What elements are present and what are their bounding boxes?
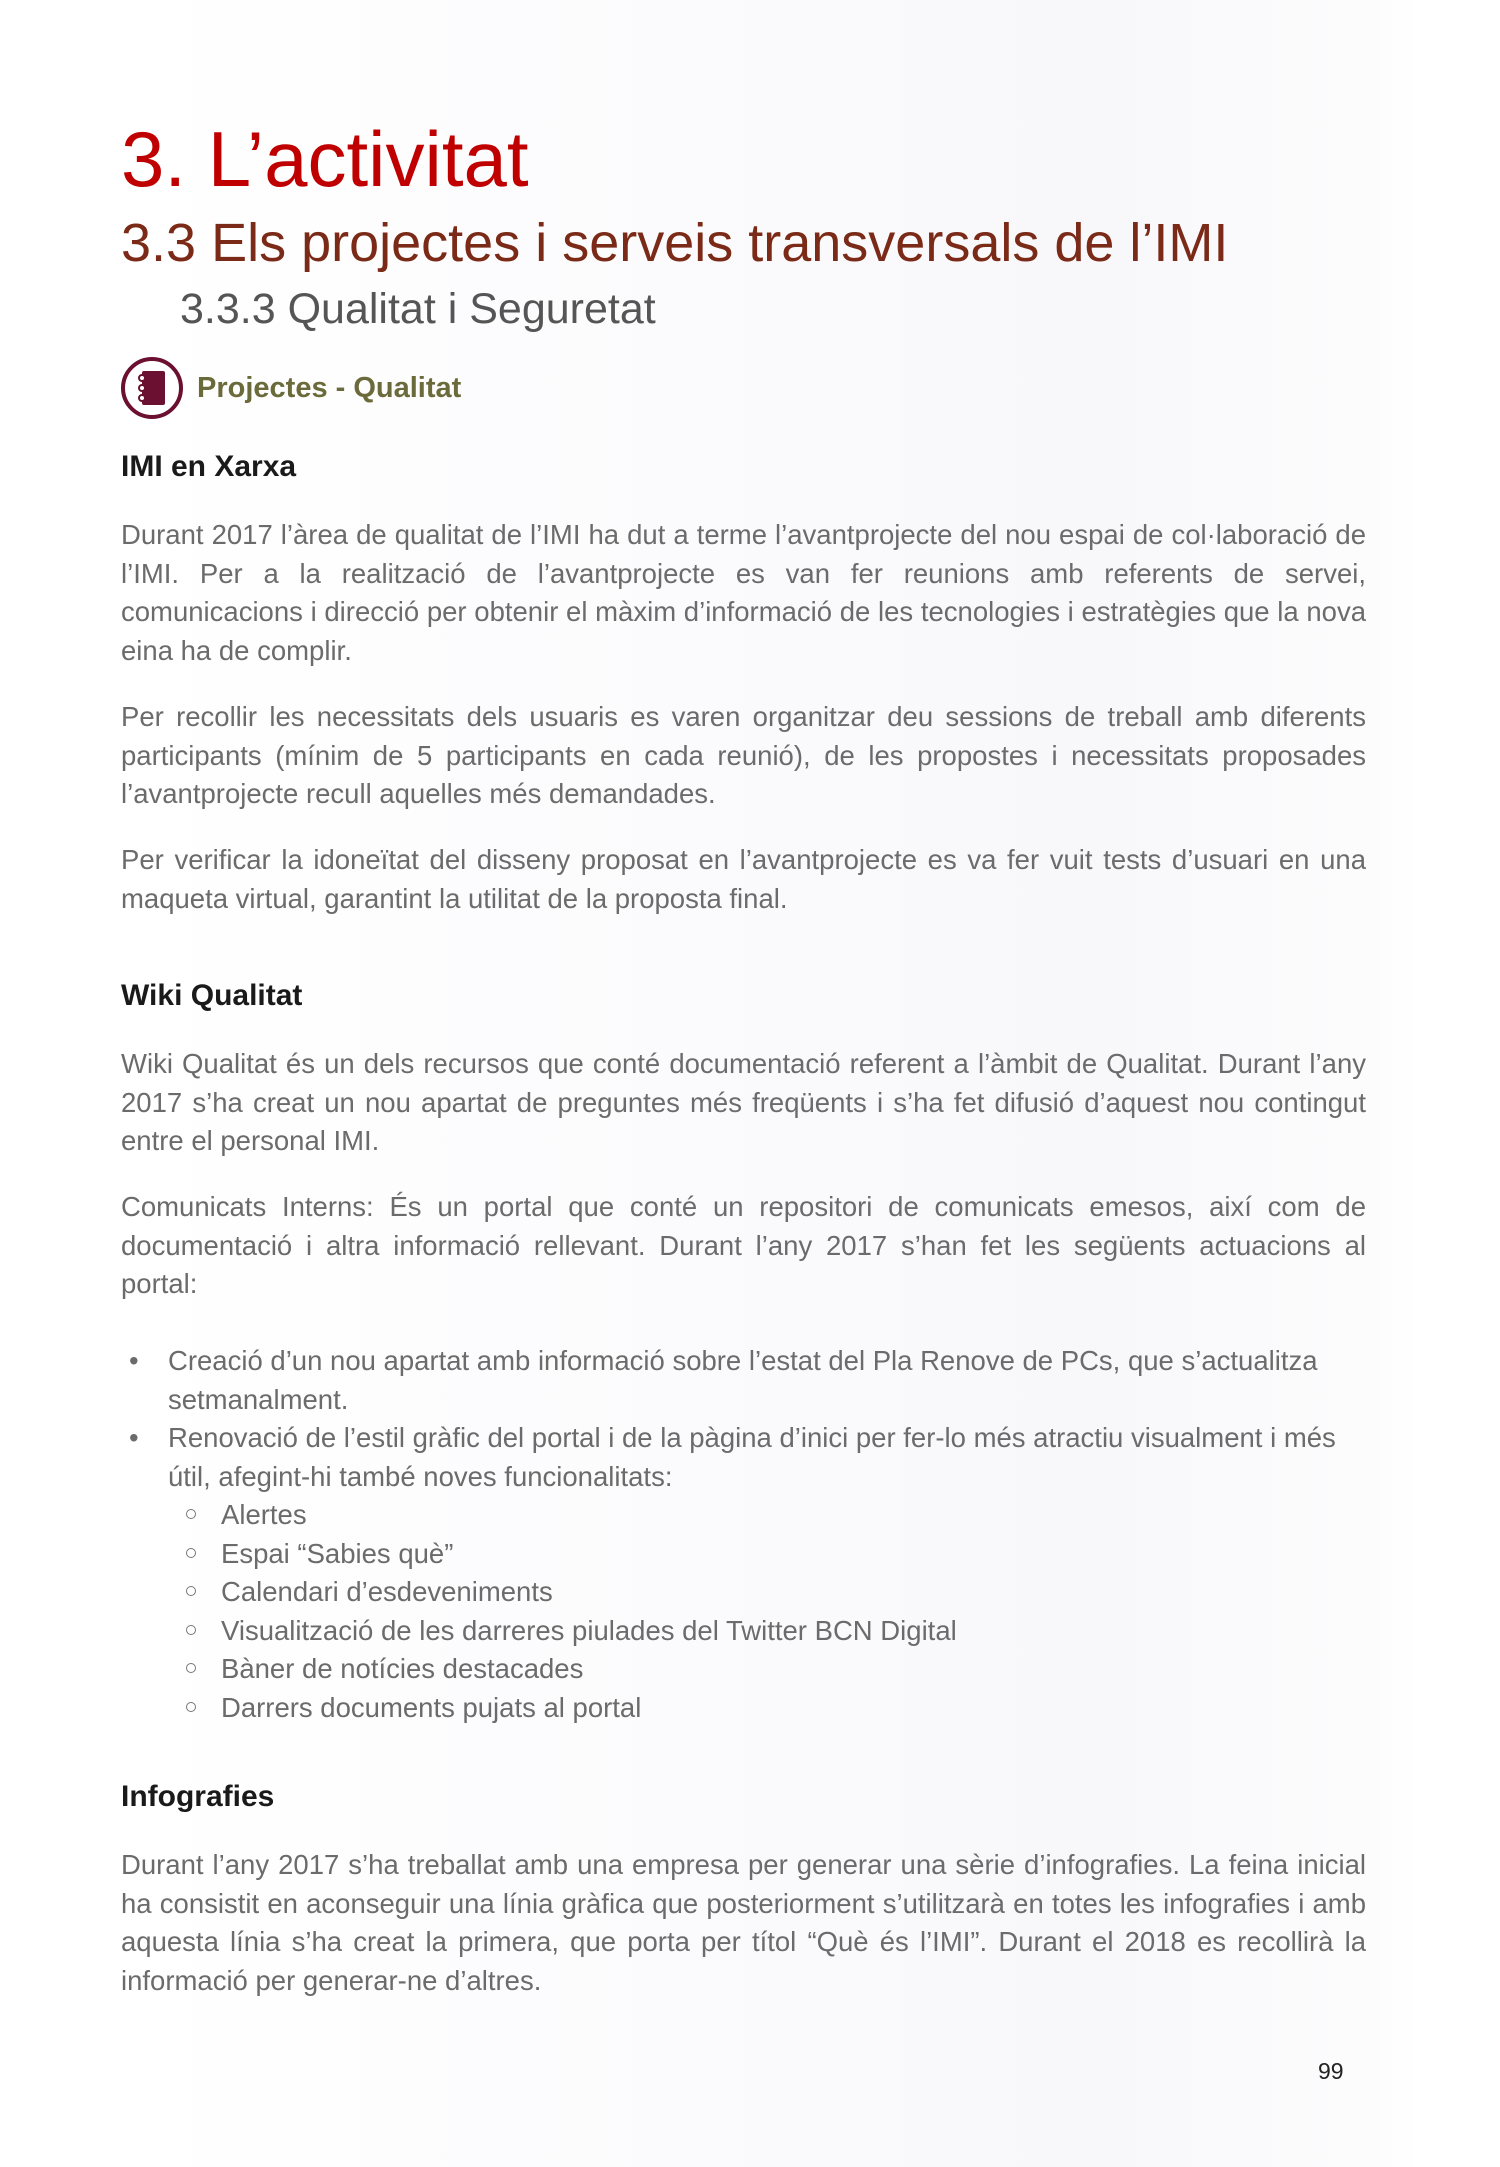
subsection-title: 3.3.3 Qualitat i Seguretat <box>180 285 656 333</box>
bullet-list <box>121 1342 1366 1727</box>
heading-wiki-qualitat: Wiki Qualitat <box>121 979 303 1012</box>
paragraph: Durant l’any 2017 s’ha treballat amb una empresa per generar una sèrie d’infografies. La feina inicial ha consistit en aconseguir una línia gràfica que posteriorment s’utilitzarà en totes les infografies i amb aquesta línia s’ha creat la primera, que porta per títol “Què és l’IMI”. Durant el 2018 es recollirà la informació per generar-ne d’altres. <box>121 1849 1366 1996</box>
paragraph: Per verificar la idoneïtat del disseny proposat en l’avantprojecte es va fer vuit tests d’usuari en una maqueta virtual, garantint la utilitat de la proposta final. <box>121 844 1366 914</box>
chapter-title: 3. L’activitat <box>121 115 529 203</box>
section-title: 3.3 Els projectes i serveis transversals de l’IMI <box>121 213 1229 273</box>
list-item: • Creació d’un nou apartat amb informació sobre l’estat del Pla Renove de PCs, que s’actualitza setmanalment. <box>129 1345 1318 1415</box>
sub-list-item: Espai “Sabies què” <box>221 1535 1366 1574</box>
category-header <box>121 355 461 421</box>
paragraph: Wiki Qualitat és un dels recursos que conté documentació referent a l’àmbit de Qualitat. Durant l’any 2017 s’ha creat un nou apartat de preguntes més freqüents i s’ha fet difusió d’aquest nou contingut entre el personal IMI. <box>121 1048 1366 1156</box>
paragraph: Per recollir les necessitats dels usuaris es varen organitzar deu sessions de treball amb diferents participants (mínim de 5 participants en cada reunió), de les propostes i necessitats proposades l’avantprojecte recull aquelles més demandades. <box>121 701 1366 809</box>
sub-list-item: Bàner de notícies destacades <box>221 1650 1366 1689</box>
notebook-icon <box>121 357 183 419</box>
paragraph: Comunicats Interns: És un portal que conté un repositori de comunicats emesos, així com de documentació i altra informació rellevant. Durant l’any 2017 s’han fet les següents actuacions al portal: <box>121 1191 1366 1299</box>
page-number: 99 <box>1318 2058 1344 2084</box>
sub-list-item: Alertes <box>221 1496 1366 1535</box>
heading-infografies: Infografies <box>121 1780 275 1813</box>
sub-bullet-list <box>121 1496 1366 1727</box>
sub-list-item: Darrers documents pujats al portal <box>221 1689 1366 1728</box>
paragraph: Durant 2017 l’àrea de qualitat de l’IMI ha dut a terme l’avantprojecte del nou espai de col·laboració de l’IMI. Per a la realització de l’avantprojecte es van fer reunions amb referents de servei, comunicacions i direcció per obtenir el màxim d’informació de les tecnologies i estratègies que la nova eina ha de complir. <box>121 519 1366 666</box>
sub-list-item: Calendari d’esdeveniments <box>221 1573 1366 1612</box>
category-label: Projectes - Qualitat <box>197 371 462 404</box>
sub-list-item: Visualització de les darreres piulades del Twitter BCN Digital <box>221 1612 1366 1651</box>
heading-imi-en-xarxa: IMI en Xarxa <box>121 450 297 483</box>
list-item: • Renovació de l’estil gràfic del portal i de la pàgina d’inici per fer-lo més atractiu visualment i més útil, afegint-hi també noves funcionalitats: Alertes Espai “Sabies què” Calendari d’esdeveniments Visualització de les darreres piulades del Twitter BCN Digital Bàner de notícies destacades Darrers documents pujats al portal <box>121 1419 1366 1727</box>
